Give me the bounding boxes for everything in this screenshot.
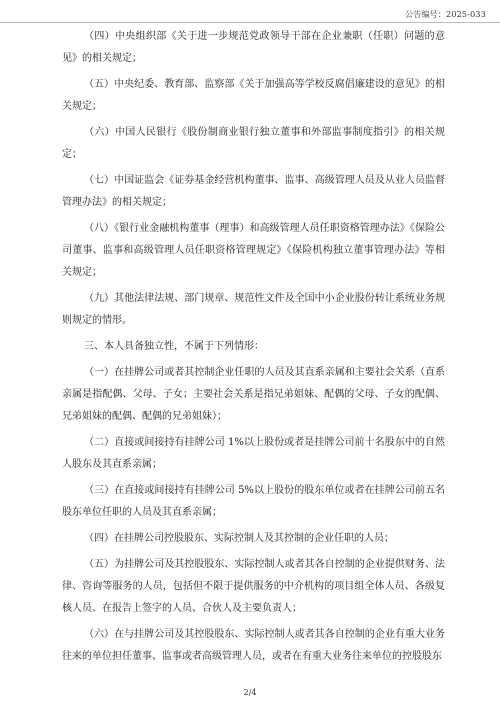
paragraph: （五）中央纪委、教育部、监察部《关于加强高等学校反腐倡廉建设的意见》的相关规定；	[62, 79, 445, 112]
header-divider	[0, 22, 500, 23]
paragraph: （八）《银行业金融机构董事（理事）和高级管理人员任职资格管理办法》《保险公司董事、监事和高级管理人员任职资格管理规定》《保险机构独立董事管理办法》等相关规定；	[62, 223, 445, 278]
announcement-number: 公告编号：2025-033	[405, 10, 486, 19]
paragraph: （六）在与挂牌公司及其控股股东、实际控制人或者其各自控制的企业有重大业务往来的单位担任董事、监事或者高级管理人员，或者在有重大业务往来单位的控股股东	[62, 629, 445, 662]
page-number: 2/4	[243, 688, 257, 697]
paragraph: （四）中央组织部《关于进一步规范党政领导干部在企业兼职（任职）问题的意见》的相关规定；	[62, 31, 445, 64]
paragraph: （二）直接或间接持有挂牌公司 1%以上股份或者是挂牌公司前十名股东中的自然人股东及其直系亲属；	[62, 437, 445, 470]
section-heading: 三、本人具备独立性，不属于下列情形：	[84, 341, 264, 352]
paragraph: （七）中国证监会《证券基金经营机构董事、监事、高级管理人员及从业人员监督管理办法》的相关规定；	[62, 175, 445, 208]
paragraph: （三）在直接或间接持有挂牌公司 5%以上股份的股东单位或者在挂牌公司前五名股东单位任职的人员及其直系亲属；	[62, 485, 445, 518]
paragraph: （一）在挂牌公司或者其控制企业任职的人员及其直系亲属和主要社会关系（直系亲属是指配偶、父母、子女；主要社会关系是指兄弟姐妹、配偶的父母、子女的配偶、兄弟姐妹的配偶、配偶的兄弟姐妹）；	[62, 367, 445, 422]
document-body	[62, 26, 445, 672]
paragraph: （四）在挂牌公司控股股东、实际控制人及其控制的企业任职的人员；	[84, 533, 394, 544]
paragraph: （五）为挂牌公司及其控股股东、实际控制人或者其各自控制的企业提供财务、法律、咨询等服务的人员，包括但不限于提供服务的中介机构的项目组全体人员、各级复核人员、在报告上签字的人员、合伙人及主要负责人；	[62, 559, 445, 614]
paragraph: （九）其他法律法规、部门规章、规范性文件及全国中小企业股份转让系统业务规则规定的情形。	[62, 293, 445, 326]
paragraph: （六）中国人民银行《股份制商业银行独立董事和外部监事制度指引》的相关规定；	[62, 127, 445, 160]
